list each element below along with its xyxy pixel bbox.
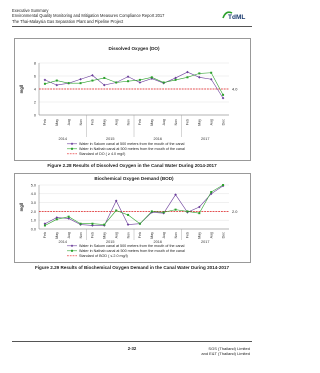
legend-label-standard: Standard of DO ( ≥ 4.0 mg/l) <box>79 152 126 156</box>
legend-label-standard: Standard of BOD ( ≤ 2.0 mg/l) <box>79 254 128 258</box>
x-tick-label: Nov <box>126 119 131 126</box>
series-2-point <box>103 224 105 226</box>
y-tick-label: 5.0 <box>30 183 36 188</box>
legend-label-1: Water in Sakom canal at 500 meters from the mouth of the canal <box>79 142 185 146</box>
logo-text: TdML <box>228 14 246 21</box>
y-tick-label: 8 <box>33 61 36 66</box>
y-tick-label: 4.0 <box>30 192 36 197</box>
year-label: 2017 <box>201 240 210 244</box>
series-2-point <box>198 72 200 74</box>
y-tick-label: 2 <box>33 100 36 105</box>
series-1-point <box>56 84 59 87</box>
x-tick-label: Feb <box>43 119 48 126</box>
header-line-3: The Thai-Malaysia Gas Separation Plant and Pipeline Project <box>12 18 124 24</box>
series-2-point <box>127 80 129 82</box>
y-tick-label: 0.0 <box>30 227 36 232</box>
y-tick-label: 2.0 <box>30 209 36 214</box>
series-2-point <box>80 223 82 225</box>
x-tick-label: Nov <box>173 119 178 126</box>
series-2-point <box>103 77 105 79</box>
series-1-point <box>174 77 177 80</box>
x-tick-label: Feb <box>185 119 190 126</box>
series-1-point <box>127 75 130 78</box>
y-tick-label: 1.0 <box>30 218 36 223</box>
series-2-point <box>56 218 58 220</box>
x-tick-label: Nov <box>78 119 83 126</box>
y-tick-label: 4 <box>33 87 36 92</box>
series-2-point <box>139 223 141 225</box>
x-tick-label: May <box>55 232 60 239</box>
x-tick-label: Dec <box>221 232 226 239</box>
figure-caption-bod: Figure 2.29 Results of Biochemical Oxygen Demand in the Canal Water During 2014-2017 <box>34 265 230 270</box>
x-tick-label: May <box>150 119 155 126</box>
year-label: 2014 <box>58 137 67 141</box>
x-tick-label: May <box>197 119 202 126</box>
series-1-point <box>115 200 118 203</box>
legend-marker-2 <box>71 148 73 150</box>
year-label: 2016 <box>153 137 162 141</box>
chart-title: Dissolved Oxygen (DO) <box>108 46 160 51</box>
series-2-point <box>175 209 177 211</box>
y-axis-label: mg/l <box>19 202 24 212</box>
series-2-point <box>56 80 58 82</box>
series-2-point <box>91 223 93 225</box>
y-tick-label: 3.0 <box>30 201 36 205</box>
series-2-point <box>222 94 224 96</box>
x-tick-label: Aug <box>161 119 166 126</box>
series-2-point <box>115 210 117 212</box>
series-2-point <box>175 79 177 81</box>
x-tick-label: Aug <box>66 232 71 239</box>
bod-chart <box>15 174 250 262</box>
x-tick-label: Aug <box>114 232 119 239</box>
series-2-point <box>80 82 82 84</box>
x-tick-label: Aug <box>209 119 214 126</box>
x-tick-label: Nov <box>126 232 131 239</box>
series-1-point <box>79 78 82 81</box>
do-chart <box>15 39 250 160</box>
chart-title: Biochemical Oxygen Demand (BOD) <box>94 176 174 181</box>
series-2-point <box>91 80 93 82</box>
footer-companies <box>201 346 250 357</box>
x-tick-label: Aug <box>161 232 166 239</box>
series-2-point <box>210 72 212 74</box>
legend-marker-1 <box>71 245 74 248</box>
series-2-point <box>222 184 224 186</box>
x-tick-label: Feb <box>90 119 95 126</box>
standard-value-label: 2.0 <box>232 208 238 214</box>
header-line-2: Environmental Quality Monitoring and Mitigation Measures Compliance Report 2017 <box>12 13 165 19</box>
series-2-point <box>163 82 165 84</box>
x-tick-label: May <box>150 232 155 239</box>
standard-value-label: 4.0 <box>232 86 238 92</box>
x-tick-label: May <box>102 119 107 126</box>
x-tick-label: Feb <box>90 232 95 239</box>
legend-marker-2 <box>71 250 73 252</box>
header-rule <box>12 26 252 27</box>
header-line-1: Executive Summary <box>12 8 49 13</box>
series-2-point <box>68 216 70 218</box>
x-tick-label: May <box>102 232 107 239</box>
page-header <box>12 8 164 24</box>
x-tick-label: Feb <box>43 232 48 239</box>
footer-company-1: SGS (Thailand) Limited <box>208 346 250 351</box>
year-label: 2016 <box>153 240 162 244</box>
series-2-point <box>210 191 212 193</box>
series-2-point <box>163 211 165 213</box>
year-label: 2014 <box>58 240 67 244</box>
bod-chart-panel <box>14 173 251 263</box>
year-label: 2017 <box>201 137 210 141</box>
x-tick-label: Aug <box>209 232 214 239</box>
legend-marker-1 <box>71 143 74 146</box>
do-chart-panel <box>14 38 251 161</box>
x-tick-label: Dec <box>221 119 226 126</box>
y-tick-label: 6 <box>33 74 36 79</box>
y-tick-label: 0 <box>33 113 36 118</box>
x-tick-label: Aug <box>114 119 119 126</box>
legend-label-2: Water in Nathab canal at 500 meters from the mouth of the canal <box>79 249 185 253</box>
y-axis-label: mg/l <box>19 84 24 94</box>
series-1-point <box>139 81 142 84</box>
series-2-point <box>68 82 70 84</box>
series-1-point <box>44 79 47 82</box>
series-2-point <box>198 212 200 214</box>
figure-caption-do: Figure 2.28 Results of Dissolved Oxygen in the Canal Water During 2014-2017 <box>47 163 217 168</box>
series-2-point <box>186 76 188 78</box>
x-tick-label: May <box>197 232 202 239</box>
year-label: 2015 <box>106 137 115 141</box>
series-1-point <box>198 76 201 79</box>
footer-rule <box>12 341 252 342</box>
series-2-point <box>151 76 153 78</box>
legend-label-1: Water in Sakom canal at 500 meters from the mouth of the canal <box>79 244 185 248</box>
series-1-point <box>186 71 189 74</box>
series-2-point <box>186 210 188 212</box>
company-logo <box>220 9 248 21</box>
x-tick-label: Aug <box>66 119 71 126</box>
year-label: 2015 <box>106 240 115 244</box>
series-2-point <box>44 83 46 85</box>
legend-label-2: Water in Nathab canal at 500 meters from the mouth of the canal <box>79 147 185 151</box>
x-tick-label: Feb <box>138 232 143 239</box>
series-2-point <box>115 82 117 84</box>
page-number: 2-32 <box>127 346 137 351</box>
series-2-point <box>44 224 46 226</box>
x-tick-label: Nov <box>173 232 178 239</box>
x-tick-label: Nov <box>78 232 83 239</box>
x-tick-label: Feb <box>138 119 143 126</box>
x-tick-label: May <box>55 119 60 126</box>
series-2-point <box>151 210 153 212</box>
series-1-point <box>127 223 130 226</box>
x-tick-label: Feb <box>185 232 190 239</box>
footer-company-2: and E&T (Thailand) Limited <box>201 351 250 357</box>
series-2-point <box>139 79 141 81</box>
series-line-2 <box>45 185 223 225</box>
series-2-point <box>127 214 129 216</box>
